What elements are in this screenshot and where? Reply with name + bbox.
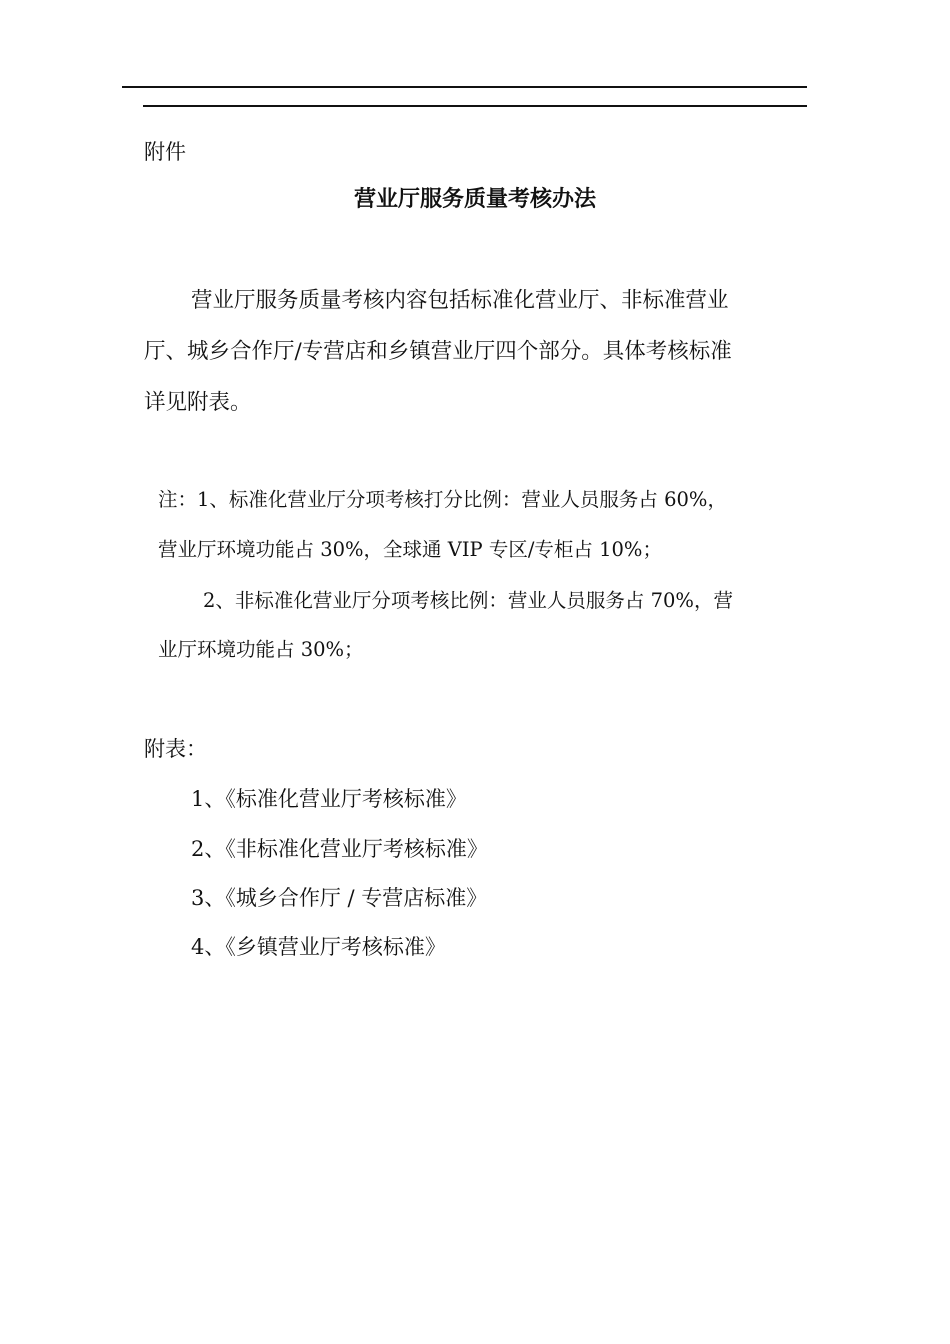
intro-line: 详见附表。 xyxy=(144,390,252,415)
intro-line: 厅、城乡合作厅/专营店和乡镇营业厅四个部分。具体考核标准 xyxy=(144,339,732,364)
note-line: 业厅环境功能占 30%； xyxy=(158,638,364,661)
note-line: 营业厅环境功能占 30%，全球通 VIP 专区/专柜占 10%； xyxy=(158,538,662,561)
header-rule-top xyxy=(122,86,807,88)
intro-line: 营业厅服务质量考核内容包括标准化营业厅、非标准营业 xyxy=(191,288,729,313)
appendix-item: 1、《标准化营业厅考核标准》 xyxy=(191,787,467,811)
header-rule-bottom xyxy=(143,105,807,107)
document-title: 营业厅服务质量考核办法 xyxy=(353,187,596,212)
note-line: 注：1、标准化营业厅分项考核打分比例：营业人员服务占 60%， xyxy=(158,488,727,511)
note-line: 2、非标准化营业厅分项考核比例：营业人员服务占 70%，营 xyxy=(203,589,733,612)
appendix-item: 3、《城乡合作厅 / 专营店标准》 xyxy=(191,886,488,910)
attachment-label: 附件 xyxy=(144,140,186,164)
appendix-label: 附表： xyxy=(144,737,207,761)
appendix-item: 4、《乡镇营业厅考核标准》 xyxy=(191,935,446,959)
appendix-item: 2、《非标准化营业厅考核标准》 xyxy=(191,837,488,861)
